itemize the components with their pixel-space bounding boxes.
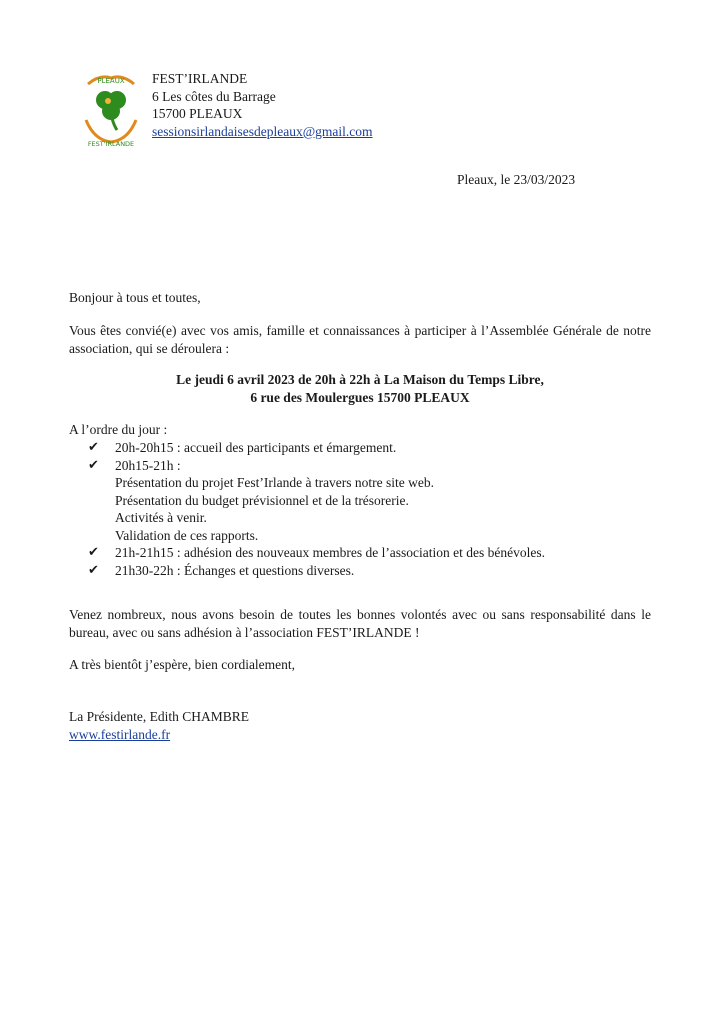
agenda-list bbox=[69, 439, 545, 579]
invitation-paragraph: Vous êtes convié(e) avec vos amis, famille et connaissances à participer à l’Assemblée Générale de notre association, qui se déroulera : bbox=[69, 323, 651, 356]
list-item bbox=[69, 457, 545, 475]
signature bbox=[69, 708, 249, 743]
agenda-subitem: Présentation du projet Fest’Irlande à travers notre site web. bbox=[115, 475, 435, 490]
event-line-2: 6 rue des Moulergues 15700 PLEAUX bbox=[250, 389, 470, 405]
festirlande-logo bbox=[80, 70, 142, 148]
check-icon: ✔ bbox=[88, 562, 99, 578]
website-link[interactable]: www.festirlande.fr bbox=[69, 726, 171, 742]
check-icon: ✔ bbox=[88, 457, 99, 473]
agenda-subitem: Validation de ces rapports. bbox=[115, 527, 259, 543]
event-line-1: Le jeudi 6 avril 2023 de 20h à 22h à La Maison du Temps Libre, bbox=[176, 372, 544, 387]
closing-salutation: A très bientôt j’espère, bien cordialement, bbox=[69, 657, 296, 672]
agenda-title: A l’ordre du jour : bbox=[69, 422, 168, 437]
list-item bbox=[69, 562, 545, 580]
agenda-item-text: 20h15-21h : bbox=[115, 457, 181, 473]
agenda-item-text: 20h-20h15 : accueil des participants et émargement. bbox=[115, 440, 397, 455]
signatory-name: La Présidente, Edith CHAMBRE bbox=[69, 709, 249, 724]
logo-text-top: PLEAUX bbox=[97, 77, 125, 85]
closing-paragraph: Venez nombreux, nous avons besoin de toutes les bonnes volontés avec ou sans responsabilité dans le bureau, avec ou sans adhésion à l’association FEST’IRLANDE ! bbox=[69, 607, 651, 640]
list-item bbox=[69, 544, 545, 562]
address-line-2: 15700 PLEAUX bbox=[152, 106, 243, 121]
check-icon: ✔ bbox=[88, 440, 99, 455]
logo-arc-bottom bbox=[86, 120, 136, 142]
agenda-item-text: 21h-21h15 : adhésion des nouveaux membres de l’association et des bénévoles. bbox=[115, 545, 546, 560]
agenda-item-text: 21h30-22h : Échanges et questions diverses. bbox=[115, 562, 355, 578]
event-details bbox=[69, 371, 651, 406]
logo-text-bottom: FEST'IRLANDE bbox=[87, 140, 135, 148]
address-line-1: 6 Les côtes du Barrage bbox=[152, 88, 276, 104]
list-item bbox=[69, 439, 545, 457]
check-icon: ✔ bbox=[88, 545, 99, 560]
agenda-subitem: Présentation du budget prévisionnel et de la trésorerie. bbox=[115, 492, 409, 508]
email-link[interactable]: sessionsirlandaisesdepleaux@gmail.com bbox=[152, 123, 373, 139]
logo-highlight bbox=[105, 98, 111, 104]
greeting: Bonjour à tous et toutes, bbox=[69, 290, 201, 305]
agenda-subitem: Activités à venir. bbox=[115, 510, 207, 525]
letter-date: Pleaux, le 23/03/2023 bbox=[457, 172, 576, 187]
org-name: FEST’IRLANDE bbox=[152, 71, 248, 86]
letterhead bbox=[152, 70, 373, 140]
